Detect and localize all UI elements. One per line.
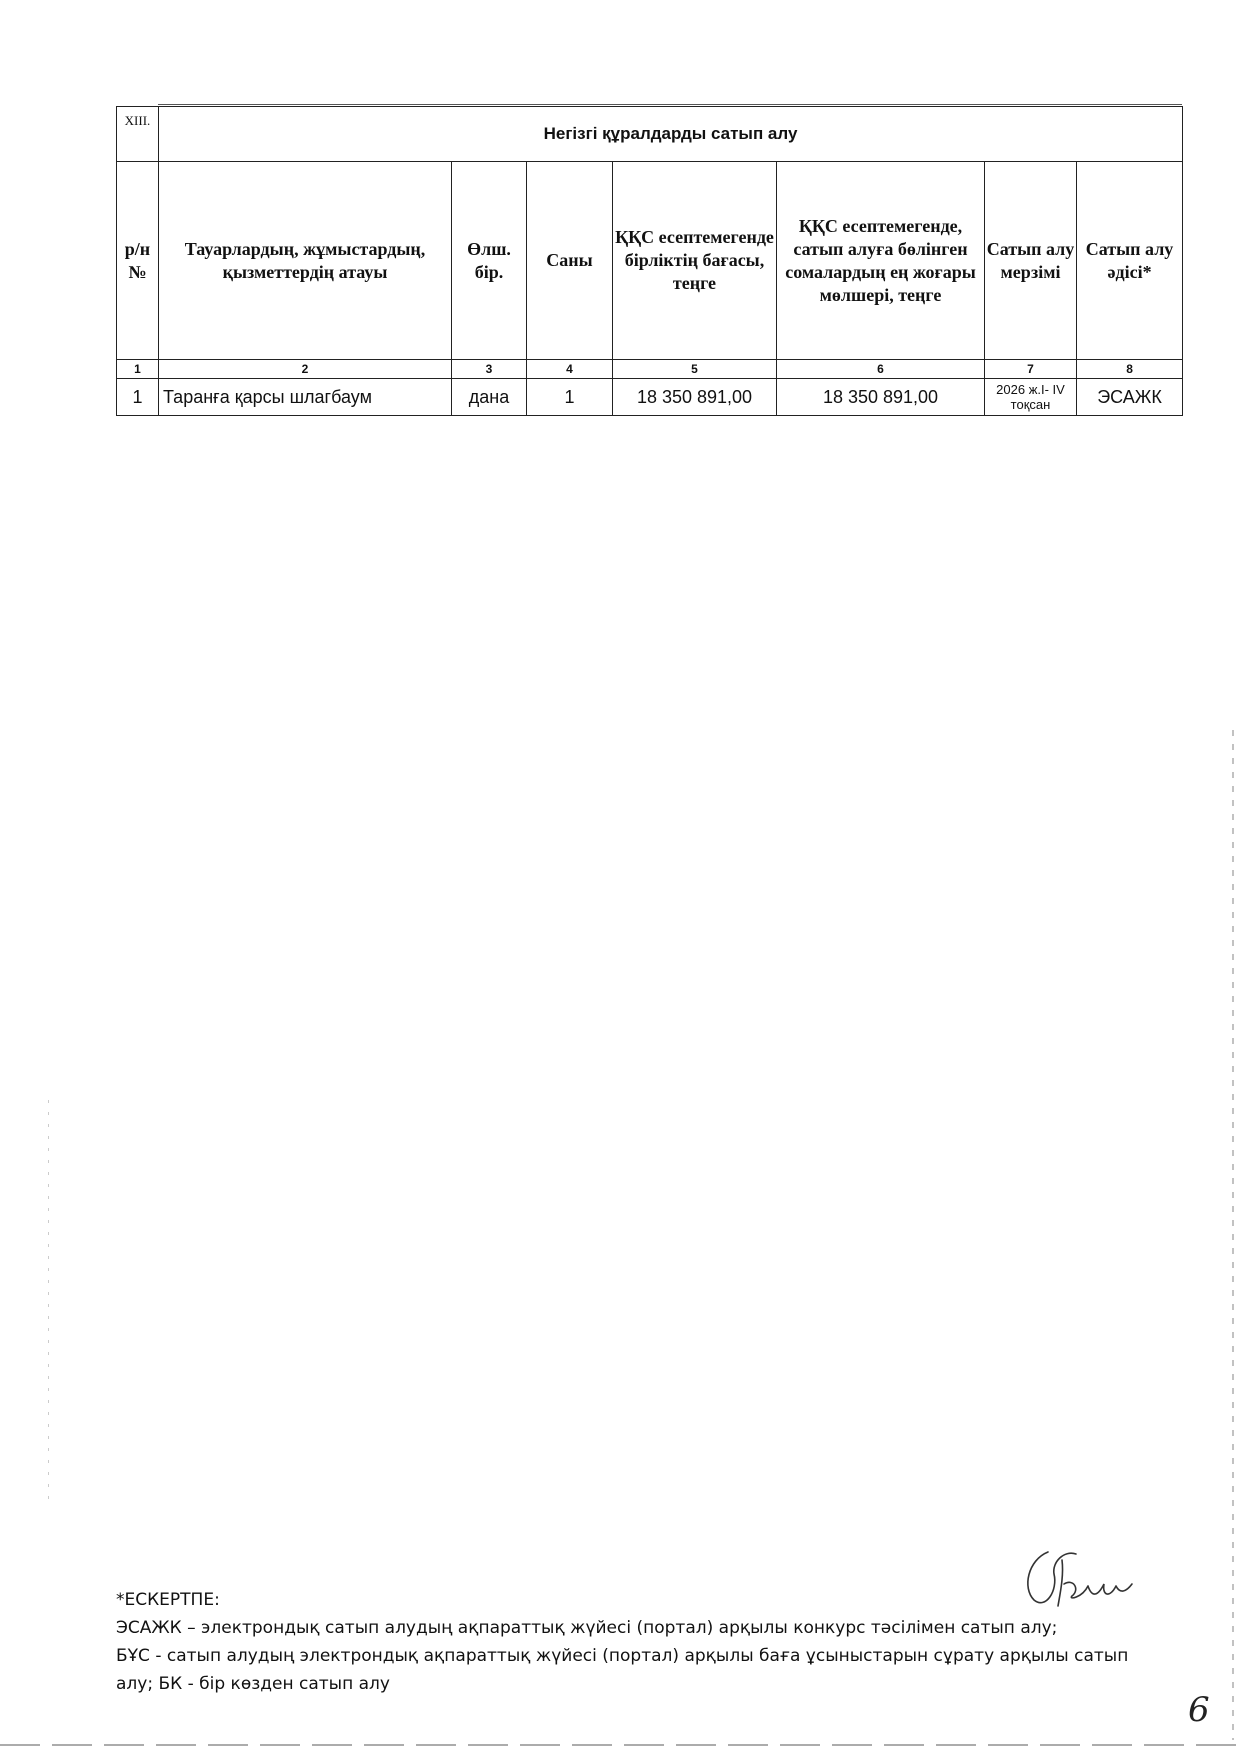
scan-edge: [1232, 730, 1234, 1740]
section-number: XIII.: [117, 107, 159, 162]
footnote-title: *ЕСКЕРТПЕ:: [116, 1590, 220, 1610]
column-number: 8: [1077, 360, 1183, 379]
scan-edge: [0, 1744, 1240, 1746]
cell-max-amount: 18 350 891,00: [777, 379, 985, 416]
column-number: 3: [452, 360, 527, 379]
footnote-line: ЭСАЖК – электрондық сатып алудың ақпараттық жүйесі (портал) арқылы конкурс тәсілімен сатып алу;: [116, 1618, 1058, 1638]
table-row: [117, 379, 1183, 416]
footnote-line: БҰС - сатып алудың электрондық ақпараттық жүйесі (портал) арқылы баға ұсыныстарын сұрату арқылы сатып алу; БК - бір көзден сатып алу: [116, 1646, 1129, 1694]
header-max-amount: ҚҚС есептемегенде, сатып алуға бөлінген сомалардың ең жоғары мөлшері, теңге: [777, 162, 985, 360]
column-number: 2: [159, 360, 452, 379]
section-row: [117, 107, 1183, 162]
cell-unit-price: 18 350 891,00: [613, 379, 777, 416]
header-period: Сатып алу мерзімі: [985, 162, 1077, 360]
cell-period: 2026 ж.І- IV тоқсан: [985, 379, 1077, 416]
cell-name: Таранға қарсы шлагбаум: [159, 379, 452, 416]
header-unit: Өлш. бір.: [452, 162, 527, 360]
column-number: 4: [527, 360, 613, 379]
header-unit-price: ҚҚС есептемегенде бірліктің бағасы, теңге: [613, 162, 777, 360]
header-qty: Саны: [527, 162, 613, 360]
cell-unit: дана: [452, 379, 527, 416]
header-method: Сатып алу әдісі*: [1077, 162, 1183, 360]
column-number-row: [117, 360, 1183, 379]
column-number: 6: [777, 360, 985, 379]
page-number: 6: [1188, 1690, 1210, 1730]
cell-qty: 1: [527, 379, 613, 416]
column-number: 5: [613, 360, 777, 379]
procurement-table: [116, 106, 1183, 416]
cell-no: 1: [117, 379, 159, 416]
scan-edge: [48, 1100, 49, 1500]
header-no: р/н №: [117, 162, 159, 360]
section-title: Негізгі құралдарды сатып алу: [159, 107, 1183, 162]
top-rule: [158, 104, 1182, 105]
footnote: [116, 1586, 1136, 1698]
header-name: Тауарлардың, жұмыстардың, қызметтердің атауы: [159, 162, 452, 360]
column-number: 7: [985, 360, 1077, 379]
header-row: [117, 162, 1183, 360]
cell-method: ЭСАЖК: [1077, 379, 1183, 416]
column-number: 1: [117, 360, 159, 379]
